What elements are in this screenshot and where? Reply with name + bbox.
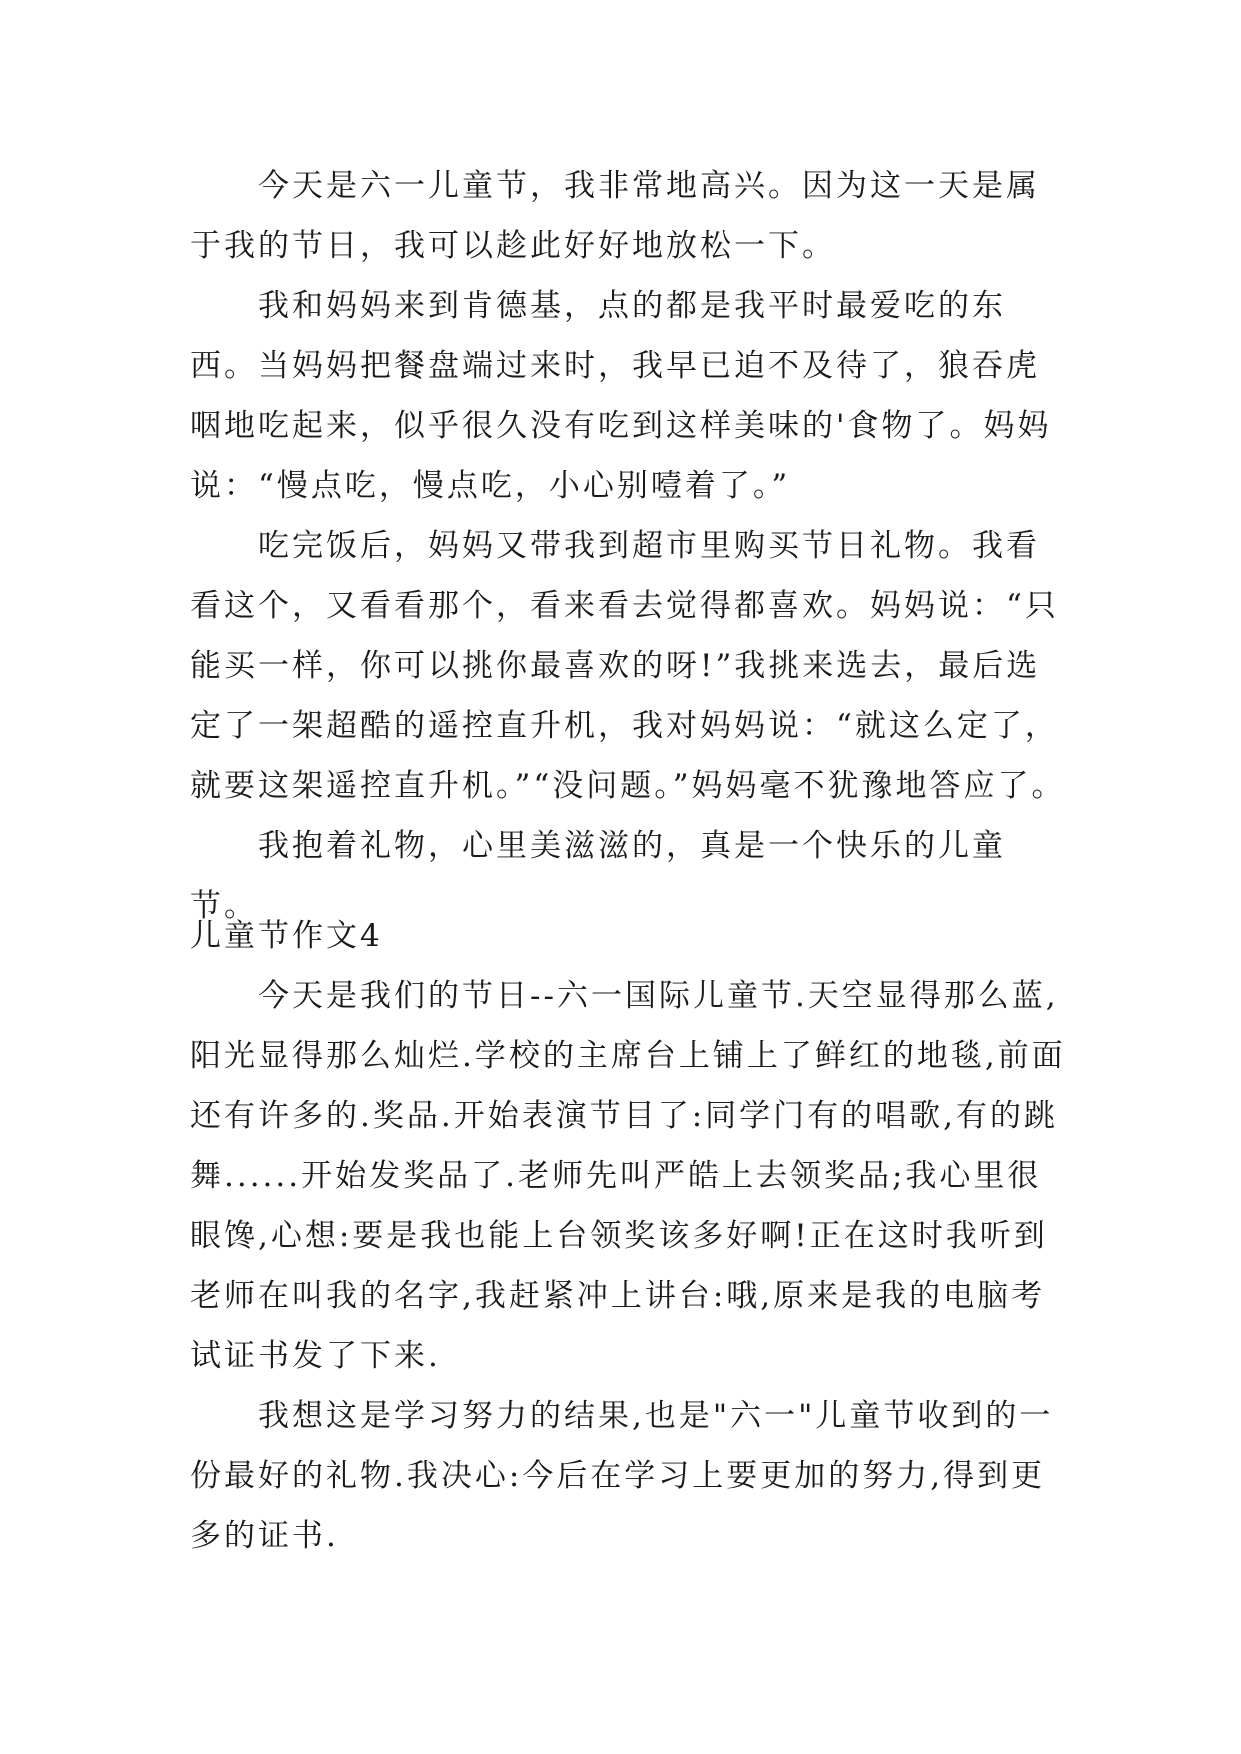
essay-section-2 <box>190 906 1070 1566</box>
paragraph: 我想这是学习努力的结果,也是"六一"儿童节收到的一份最好的礼物.我决心:今后在学习上要更加的努力,得到更多的证书. <box>190 1398 1054 1554</box>
paragraph: 我抱着礼物，心里美滋滋的，真是一个快乐的儿童节。 <box>190 828 1006 924</box>
paragraph: 今天是六一儿童节，我非常地高兴。因为这一天是属于我的节日，我可以趁此好好地放松一下。 <box>190 168 1040 264</box>
essay-section-1 <box>190 156 1070 936</box>
paragraph: 今天是我们的节日--六一国际儿童节.天空显得那么蓝,阳光显得那么灿烂.学校的主席台上铺上了鲜红的地毯,前面还有许多的.奖品.开始表演节目了:同学门有的唱歌,有的跳舞......开始发奖品了.老师先叫严皓上去领奖品;我心里很眼馋,心想:要是我也能上台领奖该多好啊!正在这时我听到老师在叫我的名字,我赶紧冲上讲台:哦,原来是我的电脑考试证书发了下来. <box>190 978 1066 1374</box>
paragraph: 我和妈妈来到肯德基，点的都是我平时最爱吃的东西。当妈妈把餐盘端过来时，我早已迫不及待了，狼吞虎咽地吃起来，似乎很久没有吃到这样美味的'食物了。妈妈说：“慢点吃，慢点吃，小心别噎着了。” <box>190 288 1052 504</box>
section-heading: 儿童节作文4 <box>190 918 383 954</box>
paragraph: 吃完饭后，妈妈又带我到超市里购买节日礼物。我看看这个，又看看那个，看来看去觉得都喜欢。妈妈说：“只能买一样，你可以挑你最喜欢的呀!”我挑来选去，最后选定了一架超酷的遥控直升机，我对妈妈说：“就这么定了，就要这架遥控直升机。”“没问题。”妈妈毫不犹豫地答应了。 <box>190 528 1066 804</box>
